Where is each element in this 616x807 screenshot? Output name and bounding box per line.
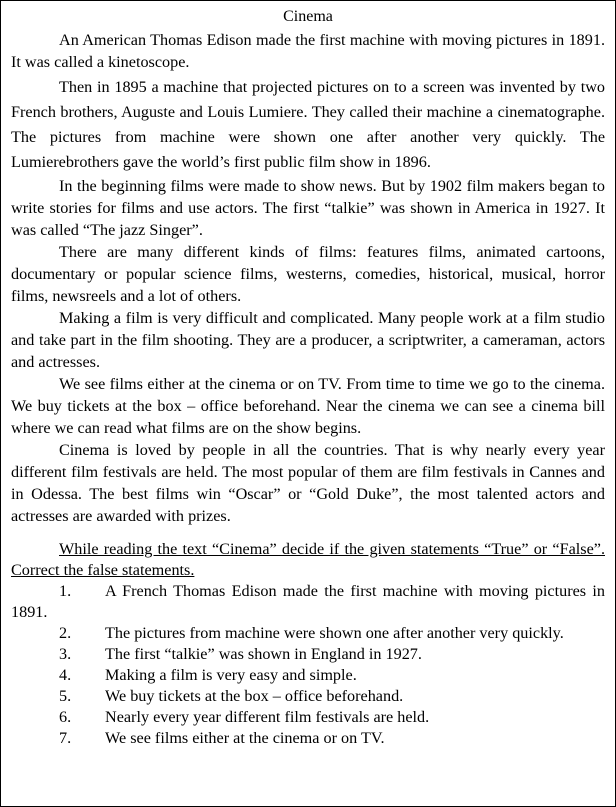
statement-item	[11, 686, 605, 707]
statement-number: 3.	[59, 645, 72, 663]
statement-number: 6.	[59, 708, 72, 726]
task-instructions: While reading the text “Cinema” decide if the given statements “True” or “False”. Correct the false statements.	[11, 540, 605, 579]
statement-item	[11, 665, 605, 686]
statement-text: The first “talkie” was shown in England in 1927.	[105, 645, 422, 663]
statement-item	[11, 581, 605, 623]
paragraph-5: Making a film is very difficult and complicated. Many people work at a film studio and take part in the film shooting. They are a producer, a scriptwriter, a cameraman, actors and actresses.	[11, 309, 605, 371]
statement-number: 2.	[59, 624, 72, 642]
statement-list	[11, 581, 605, 749]
paragraph-1: An American Thomas Edison made the first machine with moving pictures in 1891. It was called a kinetoscope.	[11, 31, 605, 71]
statement-number: 7.	[59, 729, 72, 747]
statement-item	[11, 644, 605, 665]
worksheet-content	[1, 1, 615, 749]
statement-text: The pictures from machine were shown one after another very quickly.	[105, 624, 564, 642]
section-spacer	[11, 527, 605, 539]
paragraph-7: Cinema is loved by people in all the countries. That is why nearly every year different film festivals are held. The most popular of them are film festivals in Cannes and in Odessa. The best films win “Oscar” or “Gold Duke”, the most talented actors and actresses are awarded with prizes.	[11, 441, 605, 525]
statement-item	[11, 728, 605, 749]
statement-item	[11, 707, 605, 728]
statement-number: 5.	[59, 687, 72, 705]
paragraph-6: We see films either at the cinema or on TV. From time to time we go to the cinema. We buy tickets at the box – office beforehand. Near the cinema we can see a cinema bill where we can read what films are on the show begins.	[11, 375, 605, 437]
statement-text: We buy tickets at the box – office beforehand.	[105, 687, 404, 705]
paragraph-3: In the beginning films were made to show news. But by 1902 film makers began to write stories for films and use actors. The first “talkie” was shown in America in 1927. It was called “The jazz Singer”.	[11, 177, 605, 239]
statement-number: 4.	[59, 666, 72, 684]
statement-text: We see films either at the cinema or on TV.	[105, 729, 385, 747]
statement-text: Nearly every year different film festivals are held.	[105, 708, 430, 726]
statement-number: 1.	[59, 582, 72, 600]
statement-text: A French Thomas Edison made the first machine with moving pictures in 1891.	[11, 582, 605, 621]
statement-item	[11, 623, 605, 644]
statement-text: Making a film is very easy and simple.	[105, 666, 357, 684]
paragraph-2: Then in 1895 a machine that projected pictures on to a screen was invented by two French brothers, Auguste and Louis Lumiere. They called their machine a cinematographe. The pictures from machine were shown one after another very quickly. The Lumierebrothers gave the world’s first public film show in 1896.	[11, 78, 605, 171]
page-title: Cinema	[283, 8, 333, 25]
paragraph-4: There are many different kinds of films: features films, animated cartoons, documentary or popular science films, westerns, comedies, historical, musical, horror films, newsreels and a lot of others.	[11, 243, 605, 305]
